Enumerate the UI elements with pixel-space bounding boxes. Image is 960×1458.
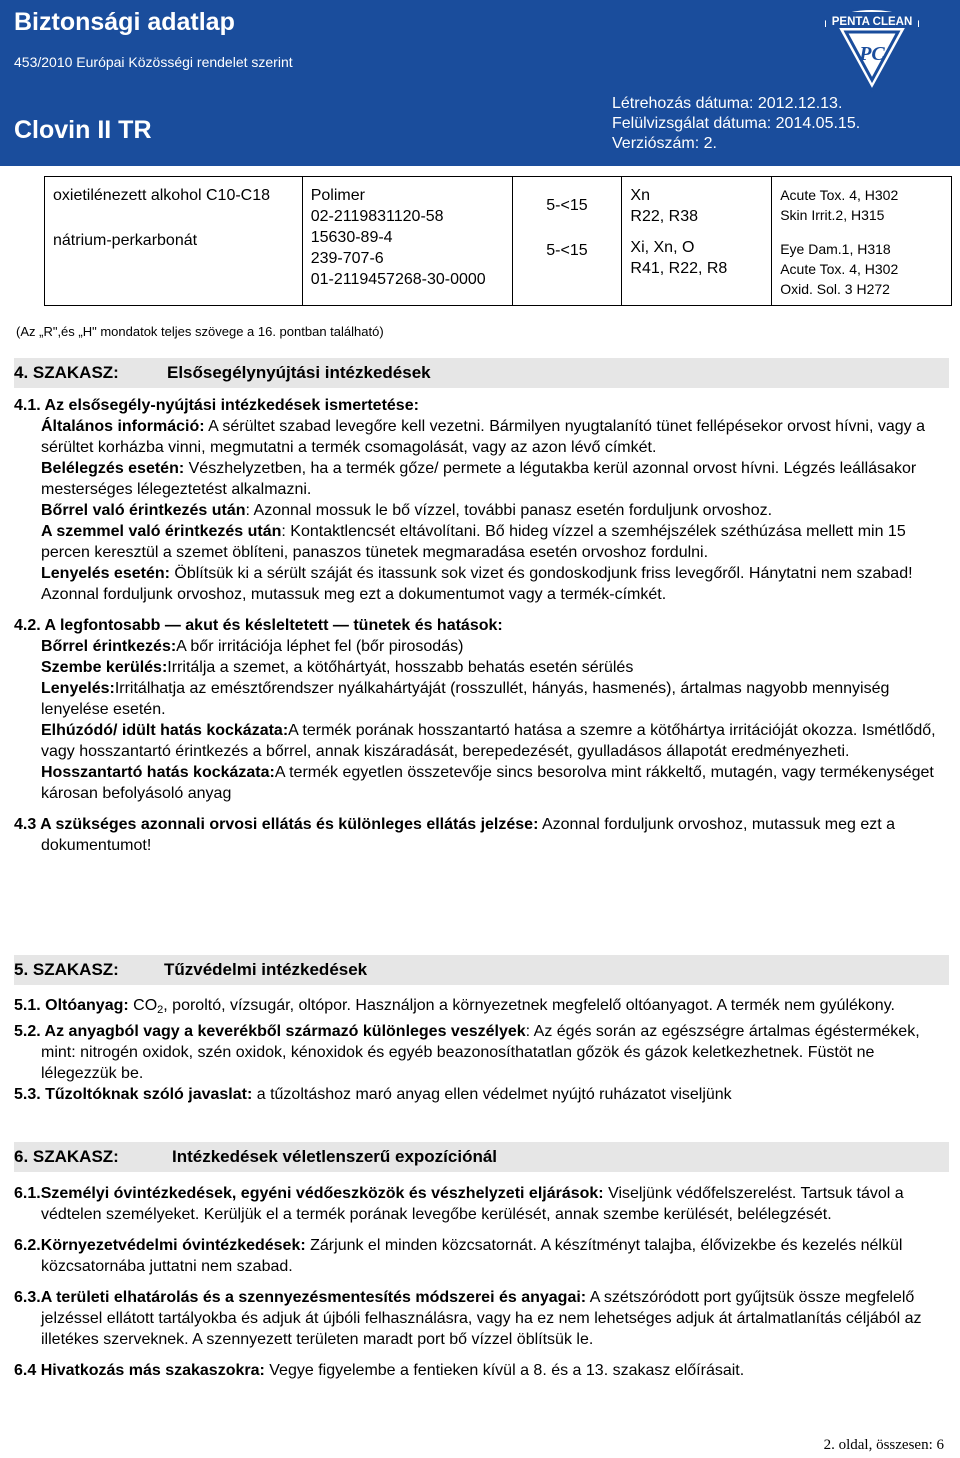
text: Viseljünk védőfelszerelést. Tartsuk távol a védtelen személyeket. Kerüljük el a termék porának levegőbe kerülését, annak szembe kerülését, belélegzését. bbox=[41, 1185, 904, 1223]
paragraph bbox=[14, 657, 946, 678]
paragraph bbox=[14, 678, 946, 720]
text: Vészhelyzetben, ha a termék gőze/ permete a légutakba kerül azonnal orvost hívni. Légzés leállásakor mesterséges lélegeztetést alkalmazni. bbox=[41, 460, 917, 498]
regulation-text: 453/2010 Európai Közösségi rendelet szerint bbox=[14, 54, 293, 70]
text: , poroltó, vízsugár, oltópor. Használjon a környezetnek megfelelő oltóanyagot. A termék nem gyúlékony. bbox=[163, 997, 895, 1014]
section-5-body bbox=[14, 995, 946, 1105]
label: Bőrrel való érintkezés után bbox=[41, 502, 246, 519]
hazard-statement: Oxid. Sol. 3 H272 bbox=[780, 281, 890, 297]
paragraph bbox=[14, 563, 946, 605]
section-4-body bbox=[14, 395, 946, 856]
paragraph bbox=[14, 500, 946, 521]
subsection-title: 4.2. A legfontosabb — akut és késleltetett — tünetek és hatások: bbox=[14, 617, 503, 634]
classification: R22, R38 bbox=[630, 208, 698, 225]
text: CO bbox=[128, 997, 158, 1014]
label: A szemmel való érintkezés után bbox=[41, 523, 282, 540]
text: Öblítsük ki a sérült száját és itassunk sok vizet és gondoskodjunk friss levegőről. Hánytatni nem szabad! Azonnal forduljunk orvoshoz, mutassuk meg ezt a dokumentumot vagy a termék-címkét. bbox=[41, 565, 913, 603]
component-classification bbox=[622, 177, 772, 306]
label: 4.3 A szükséges azonnali orvosi ellátás és különleges ellátás jelzése: bbox=[14, 816, 539, 833]
text: A termék egyetlen összetevője sincs besorolva mint rákkeltő, mutagén, vagy termékenységet károsan befolyásoló anyag bbox=[41, 764, 934, 802]
text: A sérültet szabad levegőre kell vezetni. Bármilyen nyugtalanító tünet fellépésekor orvost hívni, vagy a sérültet korházba vinni, megmutatni a termék csomagolását, vagy az azon lévő címkét. bbox=[41, 418, 925, 456]
component-hazard-statements bbox=[772, 177, 952, 306]
paragraph bbox=[14, 416, 946, 458]
text: Vegye figyelembe a fentieken kívül a 8. és a 13. szakasz előírásait. bbox=[264, 1362, 745, 1379]
label: Lenyelés esetén: bbox=[41, 565, 170, 582]
page-number: 2. oldal, összesen: 6 bbox=[823, 1437, 944, 1453]
section-5-heading bbox=[14, 955, 949, 985]
label: Belélegzés esetén: bbox=[41, 460, 185, 477]
hazard-statement: Acute Tox. 4, H302 bbox=[780, 261, 899, 277]
component-identifiers bbox=[302, 177, 512, 306]
component-name: oxietilénezett alkohol C10-C18 bbox=[53, 187, 271, 204]
version-number: Verziószám: 2. bbox=[612, 135, 717, 152]
phrases-note: (Az „R",és „H" mondatok teljes szövege a 16. pontban található) bbox=[16, 324, 384, 339]
paragraph bbox=[14, 1084, 946, 1105]
paragraph bbox=[14, 458, 946, 500]
identifier: 15630-89-4 bbox=[310, 229, 393, 246]
hazard-statement: Skin Irrit.2, H315 bbox=[780, 207, 885, 223]
component-concentrations bbox=[512, 177, 622, 306]
paragraph bbox=[14, 1021, 946, 1084]
created-date: Létrehozás dátuma: 2012.12.13. bbox=[612, 95, 843, 112]
text: : Kontaktlencsét eltávolítani. Bő hideg vízzel a szemhéjszélek széthúzása mellett min 15 percen keresztül a szemet öblíteni, panaszos tünetek megmaradása esetén orvoshoz fordulni. bbox=[41, 523, 906, 561]
label: Lenyelés: bbox=[41, 680, 115, 697]
concentration: 5-<15 bbox=[546, 197, 588, 214]
section-number: 5. SZAKASZ: bbox=[14, 960, 119, 979]
document-title: Biztonsági adatlap bbox=[14, 8, 235, 36]
component-name: nátrium-perkarbonát bbox=[53, 232, 198, 249]
label: 6.2.Környezetvédelmi óvintézkedések: bbox=[14, 1237, 306, 1254]
label: 6.1.Személyi óvintézkedések, egyéni védőeszközök és vészhelyzeti eljárások: bbox=[14, 1185, 604, 1202]
logo-mark: PC bbox=[859, 43, 885, 65]
section-number: 6. SZAKASZ: bbox=[14, 1147, 119, 1166]
label: 5.2. Az anyagból vagy a keverékből származó különleges veszélyek bbox=[14, 1023, 526, 1040]
hazard-statement: Acute Tox. 4, H302 bbox=[780, 187, 899, 203]
product-name: Clovin II TR bbox=[14, 116, 152, 144]
penta-clean-logo bbox=[818, 2, 926, 94]
subscript: 2 bbox=[157, 1004, 164, 1016]
section-6-heading bbox=[14, 1142, 949, 1172]
composition-table bbox=[44, 176, 952, 306]
paragraph bbox=[14, 814, 946, 856]
paragraph bbox=[14, 1360, 946, 1381]
text: A bőr irritációja léphet fel (bőr pirosodás) bbox=[176, 638, 464, 655]
identifier: 01-2119457268-30-0000 bbox=[310, 271, 486, 288]
section-title: Elsősegélynyújtási intézkedések bbox=[167, 363, 431, 382]
component-names bbox=[45, 177, 303, 306]
paragraph bbox=[14, 1183, 946, 1225]
paragraph bbox=[14, 1235, 946, 1277]
label: 6.3.A területi elhatárolás és a szennyezésmentesítés módszerei és anyagai: bbox=[14, 1289, 587, 1306]
text: A szétszóródott port gyűjtsük össze megfelelő jelzéssel ellátott tartályokba és adjuk át újbóli felhasználásra, vagy ha ez nem lehetséges adjuk át ártalmatlanítás céljából az illetékes szerveknek. A szennyezett területen maradt port bő vízzel öblítsük le. bbox=[41, 1289, 922, 1348]
text: A termék porának hosszantartó hatása a szemre a kötőhártya irritációját okozza. Ismétlődő, vagy hosszantartó érintkezés a bőrrel, annak kiszáradását, berepedezését, gyulladásos állapotát eredményezheti. bbox=[41, 722, 936, 760]
hazard-statement: Eye Dam.1, H318 bbox=[780, 241, 891, 257]
text: : Azonnal mossuk le bő vízzel, további panasz esetén forduljunk orvoshoz. bbox=[245, 502, 773, 519]
label: 6.4 Hivatkozás más szakaszokra: bbox=[14, 1362, 265, 1379]
paragraph bbox=[14, 1287, 946, 1350]
logo-text: PENTA CLEAN bbox=[831, 16, 913, 28]
label: Elhúzódó/ idült hatás kockázata: bbox=[41, 722, 289, 739]
identifier: Polimer bbox=[310, 187, 365, 204]
label: Szembe kerülés: bbox=[41, 659, 168, 676]
section-number: 4. SZAKASZ: bbox=[14, 363, 119, 382]
text: Irritálja a szemet, a kötőhártyát, hosszabb behatás esetén sérülés bbox=[167, 659, 634, 676]
classification: Xi, Xn, O bbox=[630, 239, 695, 256]
label: 5.3. Tűzoltóknak szóló javaslat: bbox=[14, 1086, 253, 1103]
concentration: 5-<15 bbox=[546, 242, 588, 259]
section-title: Tűzvédelmi intézkedések bbox=[164, 960, 368, 979]
label: Hosszantartó hatás kockázata: bbox=[41, 764, 275, 781]
paragraph bbox=[14, 762, 946, 804]
paragraph bbox=[14, 995, 946, 1021]
text: Zárjunk el minden közcsatornát. A készítményt talajba, élővizekbe és kezelés nélkül közcsatornába juttatni nem szabad. bbox=[41, 1237, 903, 1275]
paragraph bbox=[14, 636, 946, 657]
revised-date: Felülvizsgálat dátuma: 2014.05.15. bbox=[612, 115, 861, 132]
label: Bőrrel érintkezés: bbox=[41, 638, 177, 655]
paragraph bbox=[14, 521, 946, 563]
classification: R41, R22, R8 bbox=[630, 260, 728, 277]
subsection-title: 4.1. Az elsősegély-nyújtási intézkedések ismertetése: bbox=[14, 397, 419, 414]
identifier: 239-707-6 bbox=[310, 250, 384, 267]
text: a tűzoltáshoz maró anyag ellen védelmet nyújtó ruházatot viseljünk bbox=[252, 1086, 732, 1103]
table-row bbox=[45, 177, 952, 306]
label: Általános információ: bbox=[41, 418, 205, 435]
identifier: 02-2119831120-58 bbox=[310, 208, 444, 225]
paragraph bbox=[14, 720, 946, 762]
text: Azonnal forduljunk orvoshoz, mutassuk meg ezt a dokumentumot! bbox=[41, 816, 896, 854]
document-header bbox=[0, 0, 960, 166]
text: : Az égés során az egészségre ártalmas égéstermékek, mint: nitrogén oxidok, szén oxidok, kénoxidok és egyéb beazonosíthatatlan gőzök és gázok keletkezhetnek. Füstöt ne lélegezzük be. bbox=[41, 1023, 920, 1082]
text: Irritálhatja az emésztőrendszer nyálkahártyáját (rosszullét, hányás, hasmenés), ártalmas nagyobb mennyiség lenyelése esetén. bbox=[41, 680, 890, 718]
document-dates bbox=[612, 94, 860, 154]
classification: Xn bbox=[630, 187, 650, 204]
section-title: Intézkedések véletlenszerű expozíciónál bbox=[172, 1147, 498, 1166]
section-6-body bbox=[14, 1183, 946, 1381]
section-4-heading bbox=[14, 358, 949, 388]
label: 5.1. Oltóanyag: bbox=[14, 997, 129, 1014]
